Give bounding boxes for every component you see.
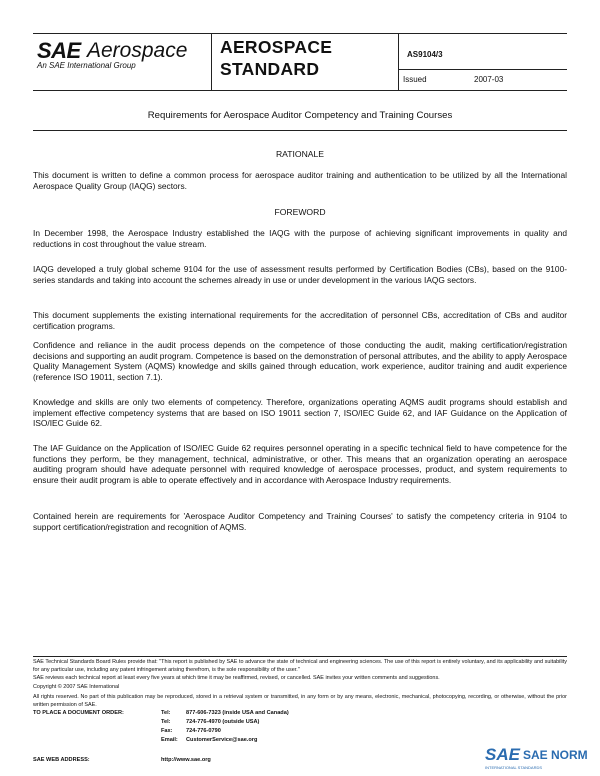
- foreword-paragraph-3: This document supplements the existing international requirements for the accreditation of personnel CBs, accreditation of CBs and auditor certification programs.: [33, 310, 567, 331]
- svg-text:SAE: SAE: [485, 745, 520, 764]
- header-top-rule: [33, 33, 567, 34]
- header-divider-1: [211, 33, 212, 90]
- foreword-paragraph-6: The IAF Guidance on the Application of ISO/IEC Guide 62 requires personnel operating in a specific technical field to have competence for the functions they perform, be they management, technical, administrative, or other. This means that an organization operating an aerospace auditing program should have adequate personnel with required knowledge of aerospace processes, product, and system requirements to ensure their audit program is able to operate effectively and in accordance with Aerospace Industry requirements.: [33, 443, 567, 486]
- issued-date: 2007-03: [474, 75, 504, 84]
- standard-title: [220, 36, 332, 80]
- footer-notice-2: SAE reviews each technical report at least every five years at which time it may be reaffirmed, revised, or cancelled. SAE invites your written comments and suggestions.: [33, 675, 440, 681]
- footer-notice-1: SAE Technical Standards Board Rules provide that: "This report is published by SAE to advance the state of technical and engineering sciences. The use of this report is entirely voluntary, and its applicability and suitability for any particular use, including any patent infringement arising therefrom, is the sole responsibility of the user.": [33, 659, 567, 673]
- contact-label: Email:: [161, 737, 178, 743]
- watermark-brand: SAE NORM: [523, 748, 588, 762]
- watermark-tagline: INTERNATIONAL STANDARDS: [485, 765, 543, 770]
- aerospace-logo-text: Aerospace: [87, 39, 188, 62]
- contact-value: 724-776-0790: [186, 728, 221, 734]
- order-label: TO PLACE A DOCUMENT ORDER:: [33, 710, 124, 716]
- standard-title-line2: STANDARD: [220, 59, 320, 79]
- contact-label: Tel:: [161, 710, 171, 716]
- header-issued-rule: [398, 69, 567, 70]
- foreword-heading: FOREWORD: [274, 207, 326, 217]
- footer-copyright: Copyright © 2007 SAE International: [33, 684, 120, 690]
- document-title: Requirements for Aerospace Auditor Competency and Training Courses: [147, 110, 453, 121]
- issued-label: Issued: [403, 75, 427, 84]
- logo-subtitle: An SAE International Group: [37, 61, 136, 70]
- document-number: AS9104/3: [407, 50, 443, 59]
- sae-norm-logo-icon: [485, 743, 595, 771]
- contact-email[interactable]: CustomerService@sae.org: [186, 737, 258, 743]
- contact-label: Fax:: [161, 728, 173, 734]
- foreword-paragraph-2: IAQG developed a truly global scheme 9104 for the use of assessment results performed by Certification Bodies (CBs), based on the 9100-series standards and taking into account the schemes already in use or under development in the various IAQG sectors.: [33, 264, 567, 285]
- rationale-heading: RATIONALE: [275, 149, 325, 159]
- footer-rule: [33, 656, 567, 657]
- contact-value: 877-606-7323 (inside USA and Canada): [186, 710, 289, 716]
- contact-label: Tel:: [161, 719, 171, 725]
- web-address-link[interactable]: http://www.sae.org: [161, 757, 211, 763]
- header-divider-2: [398, 33, 399, 90]
- contact-value: 724-776-4970 (outside USA): [186, 719, 260, 725]
- sae-logo: SAE: [37, 38, 81, 63]
- rationale-text: This document is written to define a common process for aerospace auditor training and authentication to be utilized by all the International Aerospace Quality Group (IAQG) sectors.: [33, 170, 567, 191]
- footer-rights: All rights reserved. No part of this publication may be reproduced, stored in a retrieval system or transmitted, in any form or by any means, electronic, mechanical, photocopying, recording, or otherwise, without the prior written permission of SAE.: [33, 694, 567, 708]
- title-rule: [33, 130, 567, 131]
- foreword-paragraph-7: Contained herein are requirements for 'Aerospace Auditor Competency and Training Courses' to satisfy the competency criteria in 9104 to support certification/registration and recognition of AQMS.: [33, 511, 567, 532]
- web-address-label: SAE WEB ADDRESS:: [33, 757, 90, 763]
- standard-title-line1: AEROSPACE: [220, 37, 333, 57]
- foreword-paragraph-1: In December 1998, the Aerospace Industry established the IAQG with the purpose of achieving significant improvements in quality and reductions in cost throughout the value stream.: [33, 228, 567, 249]
- header-bottom-rule: [33, 90, 567, 91]
- foreword-paragraph-5: Knowledge and skills are only two elements of competency. Therefore, organizations operating AQMS audit programs should establish and implement effective competency systems that are based on ISO 19011 section 7, ISO/IEC Guide 62, and IAF Guidance on the Application of ISO/IEC Guide 62.: [33, 397, 567, 429]
- foreword-paragraph-4: Confidence and reliance in the audit process depends on the competence of those conducting the audit, making certification/registration decisions and supporting an audit program. Competence is based on the demonstration of personal attributes, and the ability to apply Aerospace Quality Management System (AQMS) knowledge and skills gained through education, work experience, auditor training and audit experience (reference ISO 19011, section 7.1).: [33, 340, 567, 383]
- sae-norm-watermark: [485, 743, 595, 776]
